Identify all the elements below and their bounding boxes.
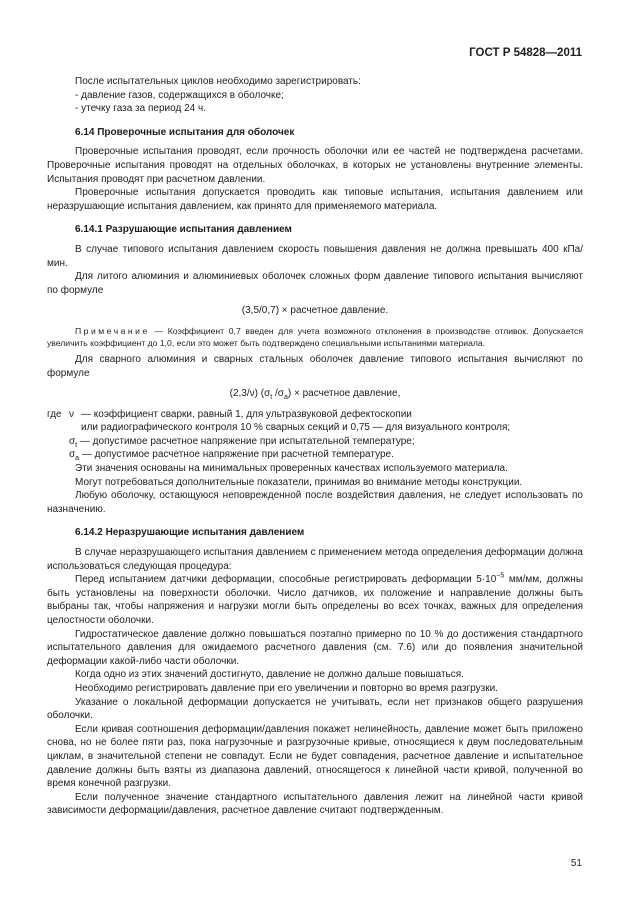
section-heading: 6.14.2 Неразрушающие испытания давлением — [75, 527, 305, 539]
note — [47, 325, 583, 349]
note-text: — Коэффициент 0,7 введен для учета возможного отклонения в производстве отливок. Допускается увеличить коэффициент до 1,0, если это может быть подтверждено специальными испытаниями материала. — [47, 325, 584, 348]
paragraph: Эти значения основаны на минимальных проверенных качествах используемого материала. — [75, 463, 508, 475]
paragraph: Проверочные испытания проводят, если прочность оболочки или ее частей не подтверждена расчетами. Проверочные испытания проводят на отдельных оболочках, в которых не установлены внутренние элементы. Испытания проводят при расчетном давлении. — [47, 146, 583, 185]
paragraph: Необходимо регистрировать давление при его увеличении и повторно во время разгрузки. — [75, 682, 498, 694]
paragraph: Гидростатическое давление должно повышаться поэтапно примерно по 10 % до достижения стандартного испытательного давления для ожидаемого расчетного давления (см. 7.6) или до появления значительной деформации какой-либо части оболочки. — [47, 628, 583, 667]
paragraph: Если кривая соотношения деформации/давления покажет нелинейность, давление может быть приложено снова, но не более пяти раз, пока нагрузочные и разгрузочные кривые, относящиеся к двум последовательным циклам, в значительной степени не совпадут. Если не будет совпадения, расчетное давление и испытательное давление должны быть взяты из диапазона давлений, относящегося к линейной части кривой, полученной во время конечной разгрузки. — [47, 723, 583, 790]
formula: (2,3/ν) ($\sigma_t$ $/\sigma_a$) × расчетное давление, — [229, 388, 401, 402]
page-body — [47, 75, 583, 818]
paragraph: Проверочные испытания допускается проводить как типовые испытания, испытания давлением или неразрушающие испытания давлением, как принято для применяемого материала. — [47, 187, 583, 212]
paragraph: В случае неразрушающего испытания давлением с применением метода определения деформации должна использоваться следующая процедура: — [47, 547, 583, 572]
paragraph: Для сварного алюминия и сварных стальных оболочек давление типового испытания вычисляют по формуле — [47, 353, 583, 379]
page-number: 51 — [570, 858, 582, 869]
section-heading: 6.14.1 Разрушающие испытания давлением — [75, 224, 292, 236]
legend-line: или радиографического контроля 10 % сварных секций и 0,75 — для визуального контроля; — [81, 422, 511, 434]
paragraph: Указание о локальной деформации допускается не учитывать, если нет признаков общего разрушения оболочки. — [47, 696, 583, 722]
list-item: - утечку газа за период 24 ч. — [75, 103, 206, 115]
paragraph: Перед испытанием датчики деформации, способные регистрировать деформации $5\cdot 10^{-5}$ мм/мм, должны быть установлены на поверхности оболочки. Число датчиков, их положение и направление должны быть выбраны так, чтобы напряжения и нагрузки могли быть определены во всех точках, важных для определения целостности оболочки. — [47, 572, 584, 626]
paragraph: Если полученное значение стандартного испытательного давления лежит на линейной части кривой зависимости деформации/давления, расчетное давление считают подтвержденным. — [47, 791, 583, 817]
note-label: Примечание — [75, 325, 150, 336]
paragraph: В случае типового испытания давлением скорость повышения давления не должна превышать 400 кПа/мин. — [47, 243, 583, 269]
paragraph: Когда одно из этих значений достигнуто, давление не должно дальше повышаться. — [75, 669, 464, 681]
legend-line: $\sigma_t$ — допустимое расчетное напряжение при испытательной температуре; — [69, 435, 415, 449]
paragraph: Любую оболочку, остающуюся неповрежденной после воздействия давления, не следует использовать по назначению. — [47, 490, 583, 515]
legend-line: $\sigma_a$ — допустимое расчетное напряжение при расчетной температуре. — [69, 449, 394, 463]
paragraph: После испытательных циклов необходимо зарегистрировать: — [75, 76, 361, 87]
paragraph: Могут потребоваться дополнительные показатели, принимая во внимание методы конструкции. — [75, 476, 523, 488]
list-item: - давление газов, содержащихся в оболочке; — [75, 89, 284, 101]
formula-legend: где ν — коэффициент сварки, равный 1, для ультразвуковой дефектоскопии — [47, 408, 412, 420]
formula: (3,5/0,7) × расчетное давление. — [241, 305, 389, 317]
document-code: ГОСТ Р 54828—2011 — [469, 47, 582, 59]
paragraph: Для литого алюминия и алюминиевых оболочек сложных форм давление типового испытания вычисляют по формуле — [47, 271, 583, 296]
section-heading: 6.14 Проверочные испытания для оболочек — [75, 126, 295, 138]
